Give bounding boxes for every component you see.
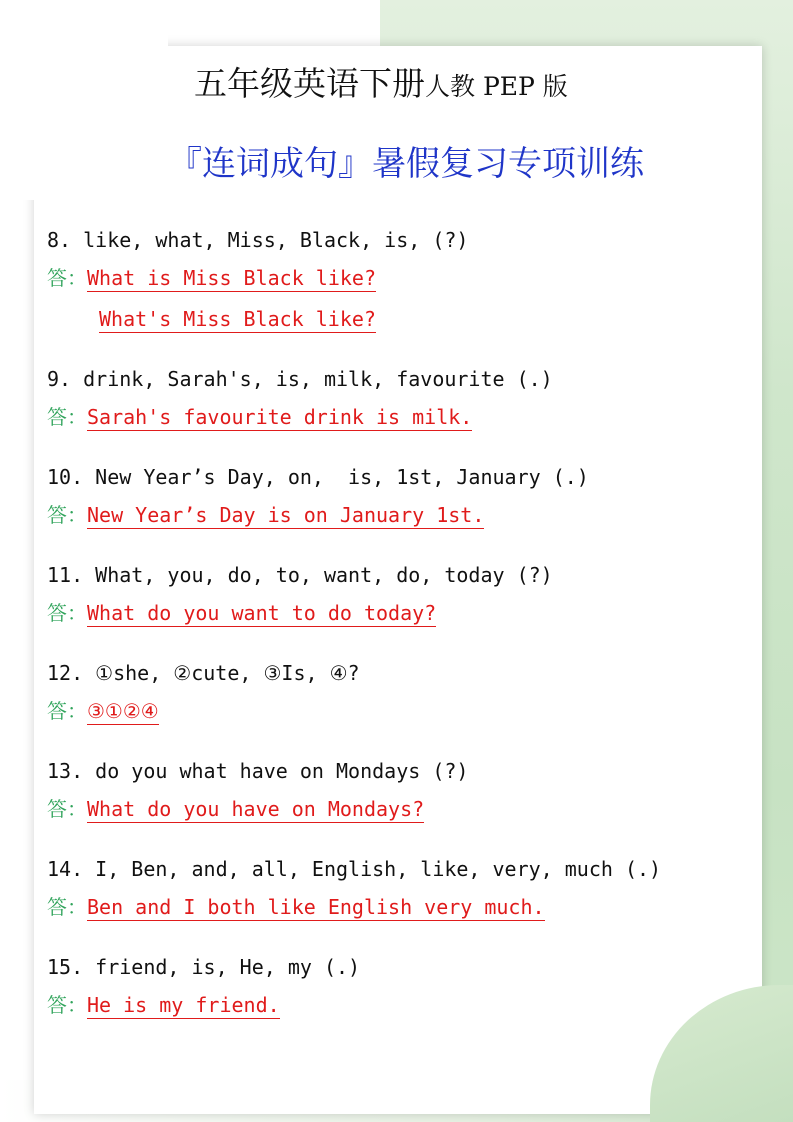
answer-line <box>47 985 747 1026</box>
page-subtitle: 『连词成句』暑假复习专项训练 <box>168 144 644 184</box>
question-item <box>47 655 747 732</box>
answer-text: New Year’s Day is on January 1st. <box>87 503 485 527</box>
question-item <box>47 557 747 634</box>
answer-label: 答： <box>47 797 87 821</box>
question-item <box>47 459 747 536</box>
question-item <box>47 222 747 340</box>
question-text: 12. ①she, ②cute, ③Is, ④? <box>47 661 360 685</box>
question-text: 9. drink, Sarah's, is, milk, favourite (.) <box>47 367 553 391</box>
question-list <box>47 222 747 1047</box>
question-text: 10. New Year’s Day, on, is, 1st, January (.) <box>47 465 589 489</box>
answer-line <box>47 887 747 928</box>
answer-text: Sarah's favourite drink is milk. <box>87 405 473 429</box>
question-item <box>47 851 747 928</box>
question-text: 13. do you what have on Mondays (?) <box>47 759 469 783</box>
answer-line <box>47 495 747 536</box>
question-item <box>47 753 747 830</box>
title-edition: 人教 PEP 版 <box>425 72 568 101</box>
answer-label: 答： <box>47 699 87 723</box>
answer-text: What do you want to do today? <box>87 601 437 625</box>
answer-text: What do you have on Mondays? <box>87 797 425 821</box>
question-item <box>47 361 747 438</box>
answer-label: 答： <box>47 503 87 527</box>
question-item <box>47 949 747 1026</box>
page-title <box>194 58 568 105</box>
question-text: 14. I, Ben, and, all, English, like, very, much (.) <box>47 857 662 881</box>
question-text: 8. like, what, Miss, Black, is, (?) <box>47 228 469 252</box>
answer-line <box>47 397 747 438</box>
title-main: 五年级英语下册 <box>194 64 425 103</box>
answer-text: ③①②④ <box>87 699 159 723</box>
answer-text: What is Miss Black like? <box>87 266 376 290</box>
answer-label: 答： <box>47 895 87 919</box>
answer-label: 答： <box>47 266 87 290</box>
answer-line-alt <box>47 299 747 340</box>
answer-line <box>47 593 747 634</box>
answer-text: Ben and I both like English very much. <box>87 895 545 919</box>
answer-label: 答： <box>47 405 87 429</box>
answer-label: 答： <box>47 993 87 1017</box>
answer-label: 答： <box>47 601 87 625</box>
answer-line <box>47 691 747 732</box>
question-text: 11. What, you, do, to, want, do, today (?) <box>47 563 553 587</box>
question-text: 15. friend, is, He, my (.) <box>47 955 361 979</box>
answer-line <box>47 789 747 830</box>
answer-text-alt: What's Miss Black like? <box>99 307 376 331</box>
answer-line <box>47 258 747 299</box>
answer-text: He is my friend. <box>87 993 280 1017</box>
